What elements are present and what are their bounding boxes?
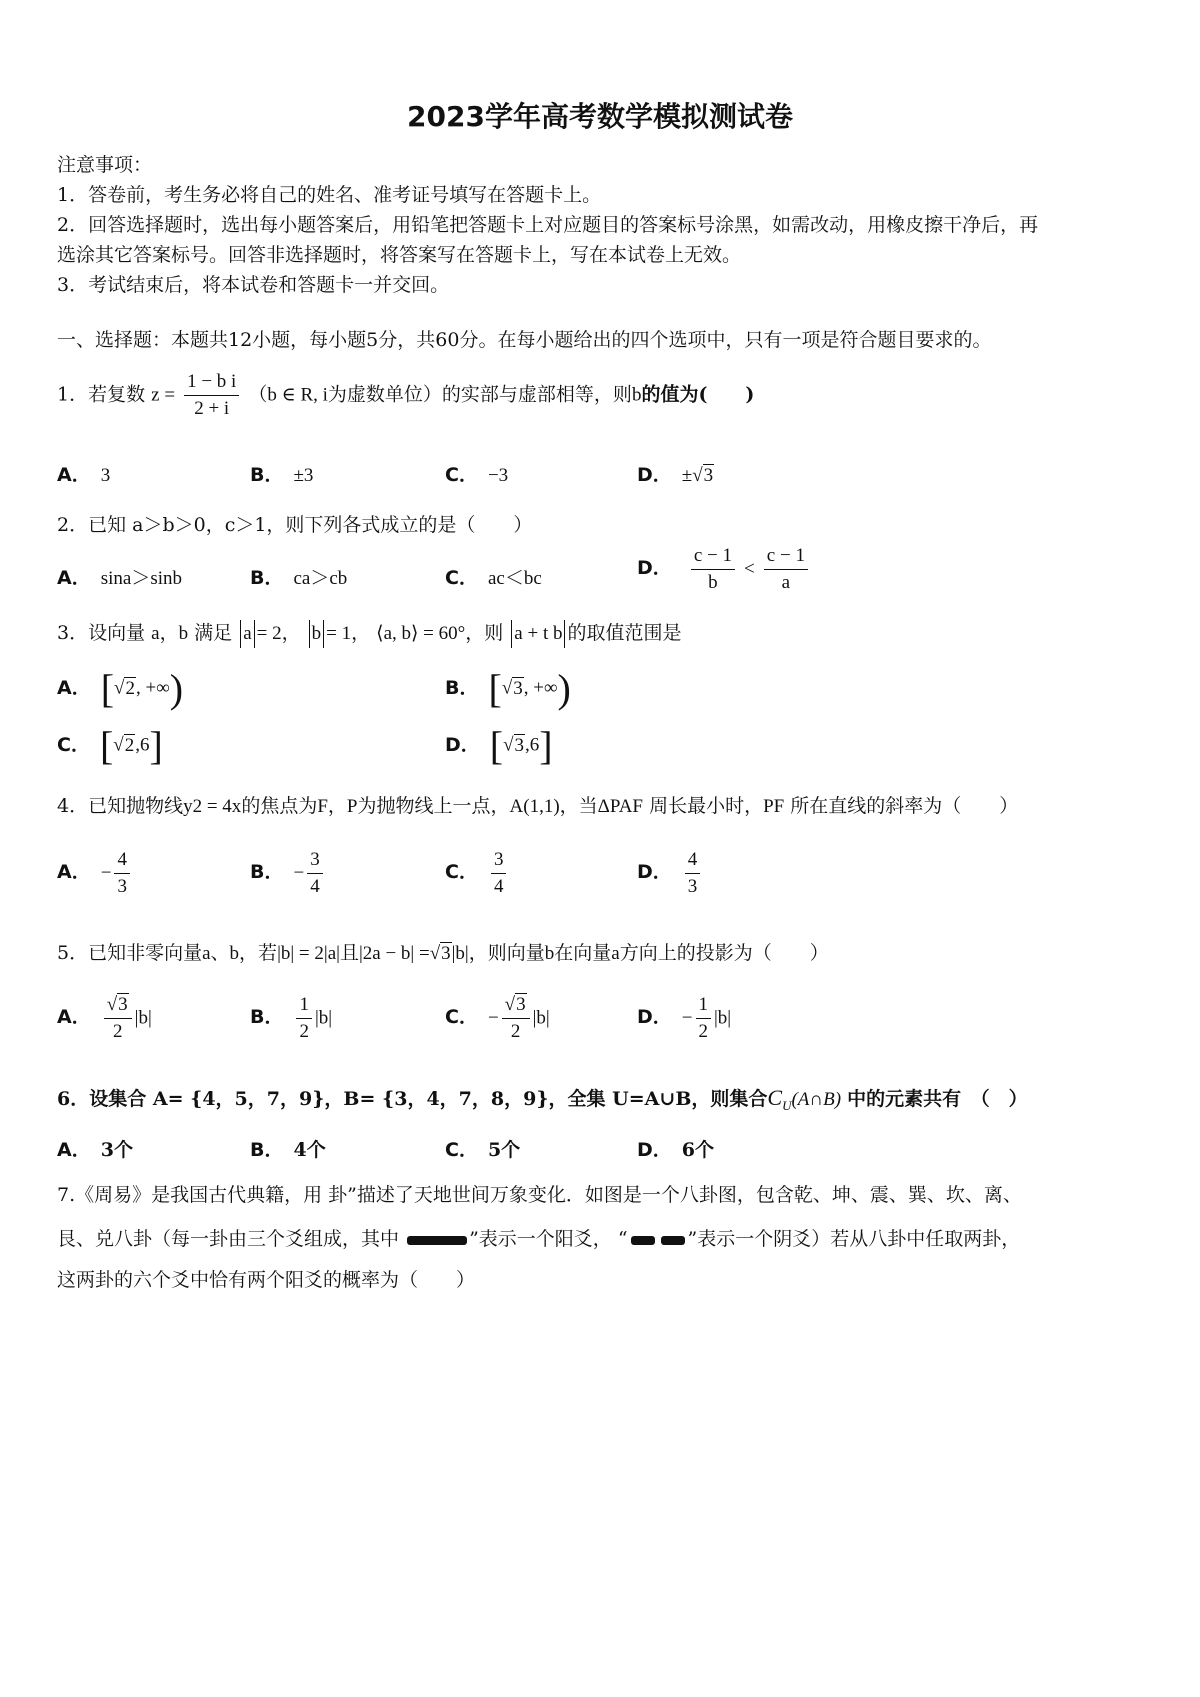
q1-condition: （b ∈ R, i bbox=[248, 384, 328, 406]
yin-yao-icon bbox=[631, 1236, 655, 1245]
q7-line-1: 7.《周易》是我国古代典籍，用 卦”描述了天地世间万象变化．如图是一个八卦图，包含乾、坤、震、巽、坎、离、 bbox=[57, 1184, 1022, 1206]
q1-option-a[interactable]: A． 3 bbox=[57, 464, 111, 486]
notice-line-1: 1．答卷前，考生务必将自己的姓名、准考证号填写在答题卡上。 bbox=[57, 184, 602, 206]
q3-option-b[interactable]: B． [√3, +∞) bbox=[445, 666, 571, 711]
q3-option-c[interactable]: C． [√2,6] bbox=[57, 723, 163, 768]
notice-line-4: 3．考试结束后，将本试卷和答题卡一并交回。 bbox=[57, 274, 450, 296]
question-6: 6．设集合 A= {4，5，7，9}，B= {3，4，7，8，9}，全集 U=A∪B，则集合$C_U(A\cap B)$ 中的元素共有 （ ） bbox=[57, 1085, 1028, 1113]
question-1 bbox=[57, 372, 754, 419]
question-3: 3．设向量 a，b 满足 a = 2， b = 1， ⟨a, b⟩ = 60°，则 a + t b 的取值范围是 bbox=[57, 618, 682, 648]
q2-option-d[interactable]: D． $\frac{c - 1}{b}$ < $\frac{c - 1}{a}$ bbox=[637, 546, 811, 593]
q1-tail: 为虚数单位）的实部与虚部相等，则 bbox=[327, 383, 632, 406]
notice-line-2: 2．回答选择题时，选出每小题答案后，用铅笔把答题卡上对应题目的答案标号涂黑，如需改动，用橡皮擦干净后，再 bbox=[57, 214, 1039, 236]
q4-option-c[interactable]: C． $\frac{3}{4}$ bbox=[445, 850, 509, 897]
q3-option-d[interactable]: D． [√3,6] bbox=[445, 723, 553, 768]
q6-option-c[interactable]: C． 5个 bbox=[445, 1139, 521, 1161]
q1-b: b bbox=[631, 384, 642, 406]
q1-z: z = bbox=[151, 384, 176, 406]
q4-option-a[interactable]: A． − $\frac{4}{3}$ bbox=[57, 850, 133, 897]
q5-option-a[interactable]: A． $\frac{√3}{2}$ |b| bbox=[57, 994, 152, 1042]
q7-line-3: 这两卦的六个爻中恰有两个阳爻的概率为（ ） bbox=[57, 1269, 476, 1291]
q1-end: 的值为( ) bbox=[641, 383, 755, 406]
question-4: 4．已知抛物线y2 = 4x的焦点为F，P为抛物线上一点，A(1,1)，当ΔPAF 周长最小时，PF 所在直线的斜率为（ ） bbox=[57, 795, 1019, 817]
q5-option-c[interactable]: C． − $\frac{√3}{2}$ |b| bbox=[445, 994, 550, 1042]
q5-option-d[interactable]: D． − $\frac{1}{2}$ |b| bbox=[637, 994, 732, 1042]
q1-lead: 1．若复数 bbox=[57, 383, 146, 406]
notice-heading: 注意事项： bbox=[57, 154, 153, 176]
q4-option-d[interactable]: D． $\frac{4}{3}$ bbox=[637, 850, 703, 897]
section-heading: 一、选择题：本题共12小题，每小题5分，共60分。在每小题给出的四个选项中，只有一项是符合题目要求的。 bbox=[57, 329, 992, 351]
q4-option-b[interactable]: B． − $\frac{3}{4}$ bbox=[250, 850, 326, 897]
q7-line-2: 艮、兑八卦（每一卦由三个爻组成，其中 ”表示一个阳爻， “ ”表示一个阴爻）若从八卦中任取两卦， bbox=[57, 1228, 1021, 1250]
q1-denominator: 2 + i bbox=[194, 397, 230, 419]
question-5: 5．已知非零向量a、b，若|b| = 2|a|且|2a − b| =√3|b|，则向量b在向量a方向上的投影为（ ） bbox=[57, 942, 829, 964]
q6-option-a[interactable]: A． 3个 bbox=[57, 1139, 133, 1161]
q2-option-b[interactable]: B． ca＞cb bbox=[250, 567, 348, 589]
q5-option-b[interactable]: B． $\frac{1}{2}$ |b| bbox=[250, 994, 333, 1042]
q6-option-b[interactable]: B． 4个 bbox=[250, 1139, 326, 1161]
q1-option-c[interactable]: C． −3 bbox=[445, 464, 509, 486]
q1-numerator: 1 − b i bbox=[184, 372, 239, 396]
q1-fraction bbox=[184, 372, 239, 419]
question-2: 2．已知 a＞b＞0，c＞1，则下列各式成立的是（ ） bbox=[57, 514, 533, 536]
q1-option-b[interactable]: B． ±3 bbox=[250, 464, 314, 486]
q6-option-d[interactable]: D． 6个 bbox=[637, 1139, 715, 1161]
q1-option-d[interactable]: D． ±√3 bbox=[637, 464, 714, 486]
notice-line-3: 选涂其它答案标号。回答非选择题时，将答案写在答题卡上，写在本试卷上无效。 bbox=[57, 244, 742, 266]
q3-option-a[interactable]: A． [√2, +∞) bbox=[57, 666, 184, 711]
yang-yao-icon bbox=[407, 1236, 467, 1245]
page-title: 2023学年高考数学模拟测试卷 bbox=[407, 100, 793, 133]
q2-option-c[interactable]: C． ac＜bc bbox=[445, 567, 542, 589]
q2-option-a[interactable]: A． sina＞sinb bbox=[57, 567, 182, 589]
